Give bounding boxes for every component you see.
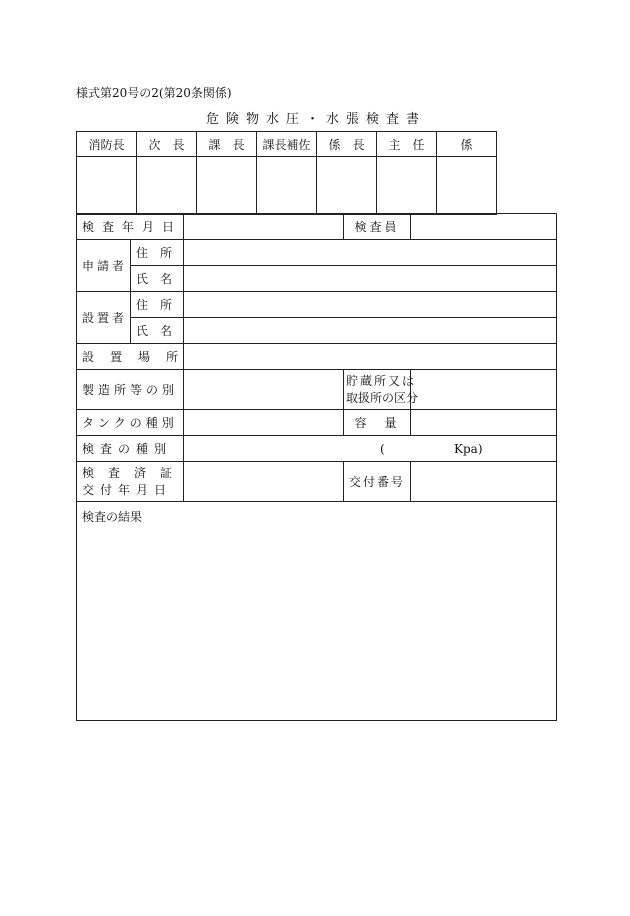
pressure-open-paren: ( <box>380 442 385 456</box>
tank-type-label: タンクの種別 <box>77 410 184 436</box>
installer-name-field[interactable] <box>184 318 557 344</box>
applicant-address-field[interactable] <box>184 240 557 266</box>
location-field[interactable] <box>184 344 557 370</box>
approval-header-supervisor: 主 任 <box>377 132 437 157</box>
approval-header-section-chief: 課 長 <box>197 132 257 157</box>
issue-number-label: 交付番号 <box>344 462 411 502</box>
issue-number-field[interactable] <box>411 462 557 502</box>
form-number: 様式第20号の2(第20条関係) <box>76 86 232 100</box>
inspection-type-label: 検査の種別 <box>77 436 184 462</box>
location-label: 設置場所 <box>77 344 184 370</box>
approval-header-deputy-chief: 次 長 <box>137 132 197 157</box>
result-area[interactable] <box>77 502 557 721</box>
facility-type-field[interactable] <box>184 370 344 410</box>
approval-header-subsection-chief: 係 長 <box>317 132 377 157</box>
facility-type-label: 製造所等の別 <box>77 370 184 410</box>
storage-category-field[interactable] <box>411 370 557 410</box>
stamp-box-section-chief[interactable] <box>197 157 257 215</box>
applicant-name-field[interactable] <box>184 266 557 292</box>
approval-header-staff: 係 <box>437 132 497 157</box>
approval-stamp-table <box>76 131 497 215</box>
document-title: 危険物水圧・水張検査書 <box>205 112 426 127</box>
stamp-box-supervisor[interactable] <box>377 157 437 215</box>
tank-type-field[interactable] <box>184 410 344 436</box>
installer-address-field[interactable] <box>184 292 557 318</box>
pressure-unit: Kpa) <box>454 442 483 456</box>
stamp-box-subsection-chief[interactable] <box>317 157 377 215</box>
inspection-type-field[interactable] <box>184 436 557 462</box>
stamp-box-fire-chief[interactable] <box>77 157 137 215</box>
stamp-box-deputy-chief[interactable] <box>137 157 197 215</box>
applicant-label: 申請者 <box>77 240 131 292</box>
cert-issue-date-field[interactable] <box>184 462 344 502</box>
storage-category-label: 貯蔵所又は 取扱所の区分 <box>344 370 411 410</box>
inspector-field[interactable] <box>411 214 557 240</box>
installer-name-label: 氏 名 <box>131 318 184 344</box>
installer-address-label: 住 所 <box>131 292 184 318</box>
approval-header-assistant-chief: 課長補佐 <box>257 132 317 157</box>
result-label: 検査の結果 <box>82 510 143 524</box>
inspection-date-label: 検査年月日 <box>77 214 184 240</box>
inspector-label: 検査員 <box>344 214 411 240</box>
inspection-form <box>76 213 557 721</box>
stamp-box-assistant-chief[interactable] <box>257 157 317 215</box>
applicant-address-label: 住 所 <box>131 240 184 266</box>
stamp-box-staff[interactable] <box>437 157 497 215</box>
capacity-label: 容 量 <box>344 410 411 436</box>
cert-issue-date-label: 検査済証 交付年月日 <box>77 462 184 502</box>
capacity-field[interactable] <box>411 410 557 436</box>
applicant-name-label: 氏 名 <box>131 266 184 292</box>
inspection-date-field[interactable] <box>184 214 344 240</box>
installer-label: 設置者 <box>77 292 131 344</box>
approval-header-fire-chief: 消防長 <box>77 132 137 157</box>
